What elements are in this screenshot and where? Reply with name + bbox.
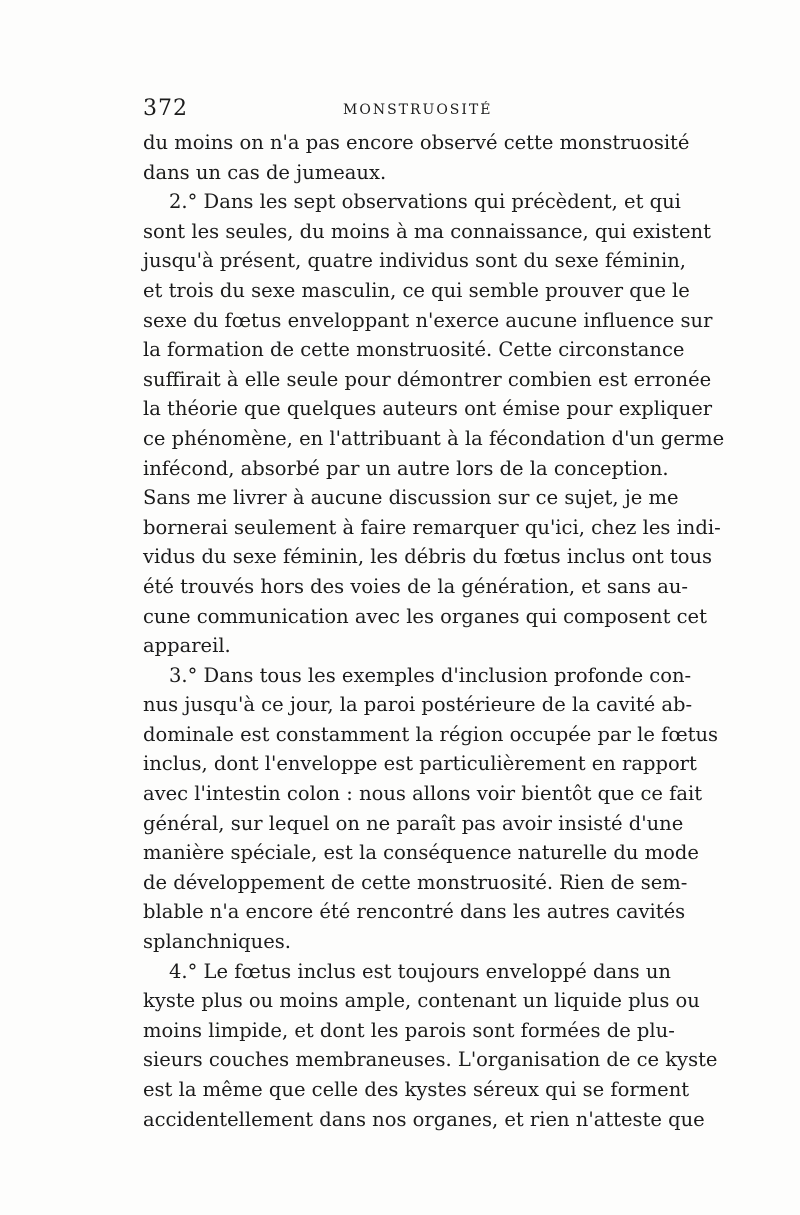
text-line: 2.° Dans les sept observations qui précèdent, et qui	[169, 190, 681, 214]
text-line: kyste plus ou moins ample, contenant un liquide plus ou	[143, 989, 700, 1013]
text-line: manière spéciale, est la conséquence naturelle du mode	[143, 841, 699, 865]
text-line: est la même que celle des kystes séreux qui se forment	[143, 1078, 690, 1101]
text-line: la théorie que quelques auteurs ont émise pour expliquer	[143, 397, 713, 421]
text-line: sieurs couches membraneuses. L'organisation de ce kyste	[143, 1048, 718, 1072]
text-line: inclus, dont l'enveloppe est particulièrement en rapport	[143, 752, 697, 776]
text-line: de développement de cette monstruosité. Rien de sem-	[143, 870, 688, 894]
text-line: accidentellement dans nos organes, et rien n'atteste que	[143, 1107, 705, 1131]
text-line: Sans me livrer à aucune discussion sur ce sujet, je me	[143, 486, 679, 510]
text-line: 4.° Le fœtus inclus est toujours enveloppé dans un	[169, 959, 671, 983]
text-line: bornerai seulement à faire remarquer qu'ici, chez les indi-	[143, 515, 721, 539]
text-line: dans un cas de jumeaux.	[143, 160, 387, 184]
text-line: avec l'intestin colon : nous allons voir bientôt que ce fait	[143, 782, 703, 806]
text-line: blable n'a encore été rencontré dans les autres cavités	[143, 900, 686, 924]
text-line: splanchniques.	[143, 930, 291, 954]
page-header	[143, 96, 657, 126]
text-line: 3.° Dans tous les exemples d'inclusion profonde con-	[169, 663, 692, 687]
text-line: et trois du sexe masculin, ce qui semble prouver que le	[143, 278, 690, 302]
text-line: du moins on n'a pas encore observé cette monstruosité	[143, 131, 690, 154]
text-line: cune communication avec les organes qui composent cet	[143, 604, 707, 628]
text-line: ce phénomène, en l'attribuant à la fécondation d'un germe	[143, 426, 725, 450]
text-line: sexe du fœtus enveloppant n'exerce aucune influence sur	[143, 308, 713, 332]
text-line: jusqu'à présent, quatre individus sont du sexe féminin,	[143, 249, 687, 273]
text-line: appareil.	[143, 634, 231, 658]
text-line: moins limpide, et dont les parois sont formées de plu-	[143, 1018, 675, 1042]
text-line: la formation de cette monstruosité. Cette circonstance	[143, 338, 685, 362]
text-line: général, sur lequel on ne paraît pas avoir insisté d'une	[143, 811, 684, 835]
text-line: infécond, absorbé par un autre lors de la conception.	[143, 456, 669, 480]
text-line: dominale est constamment la région occupée par le fœtus	[143, 722, 719, 746]
body-text	[143, 128, 725, 1134]
text-line: nus jusqu'à ce jour, la paroi postérieure de la cavité ab-	[143, 693, 693, 717]
text-line: été trouvés hors des voies de la génération, et sans au-	[143, 574, 688, 598]
text-line: suffirait à elle seule pour démontrer combien est erronée	[143, 367, 712, 391]
page-number: 372	[143, 96, 188, 121]
running-head: MONSTRUOSITÉ	[343, 102, 493, 118]
text-line: sont les seules, du moins à ma connaissance, qui existent	[143, 219, 711, 243]
text-line: vidus du sexe féminin, les débris du fœtus inclus ont tous	[143, 545, 713, 569]
